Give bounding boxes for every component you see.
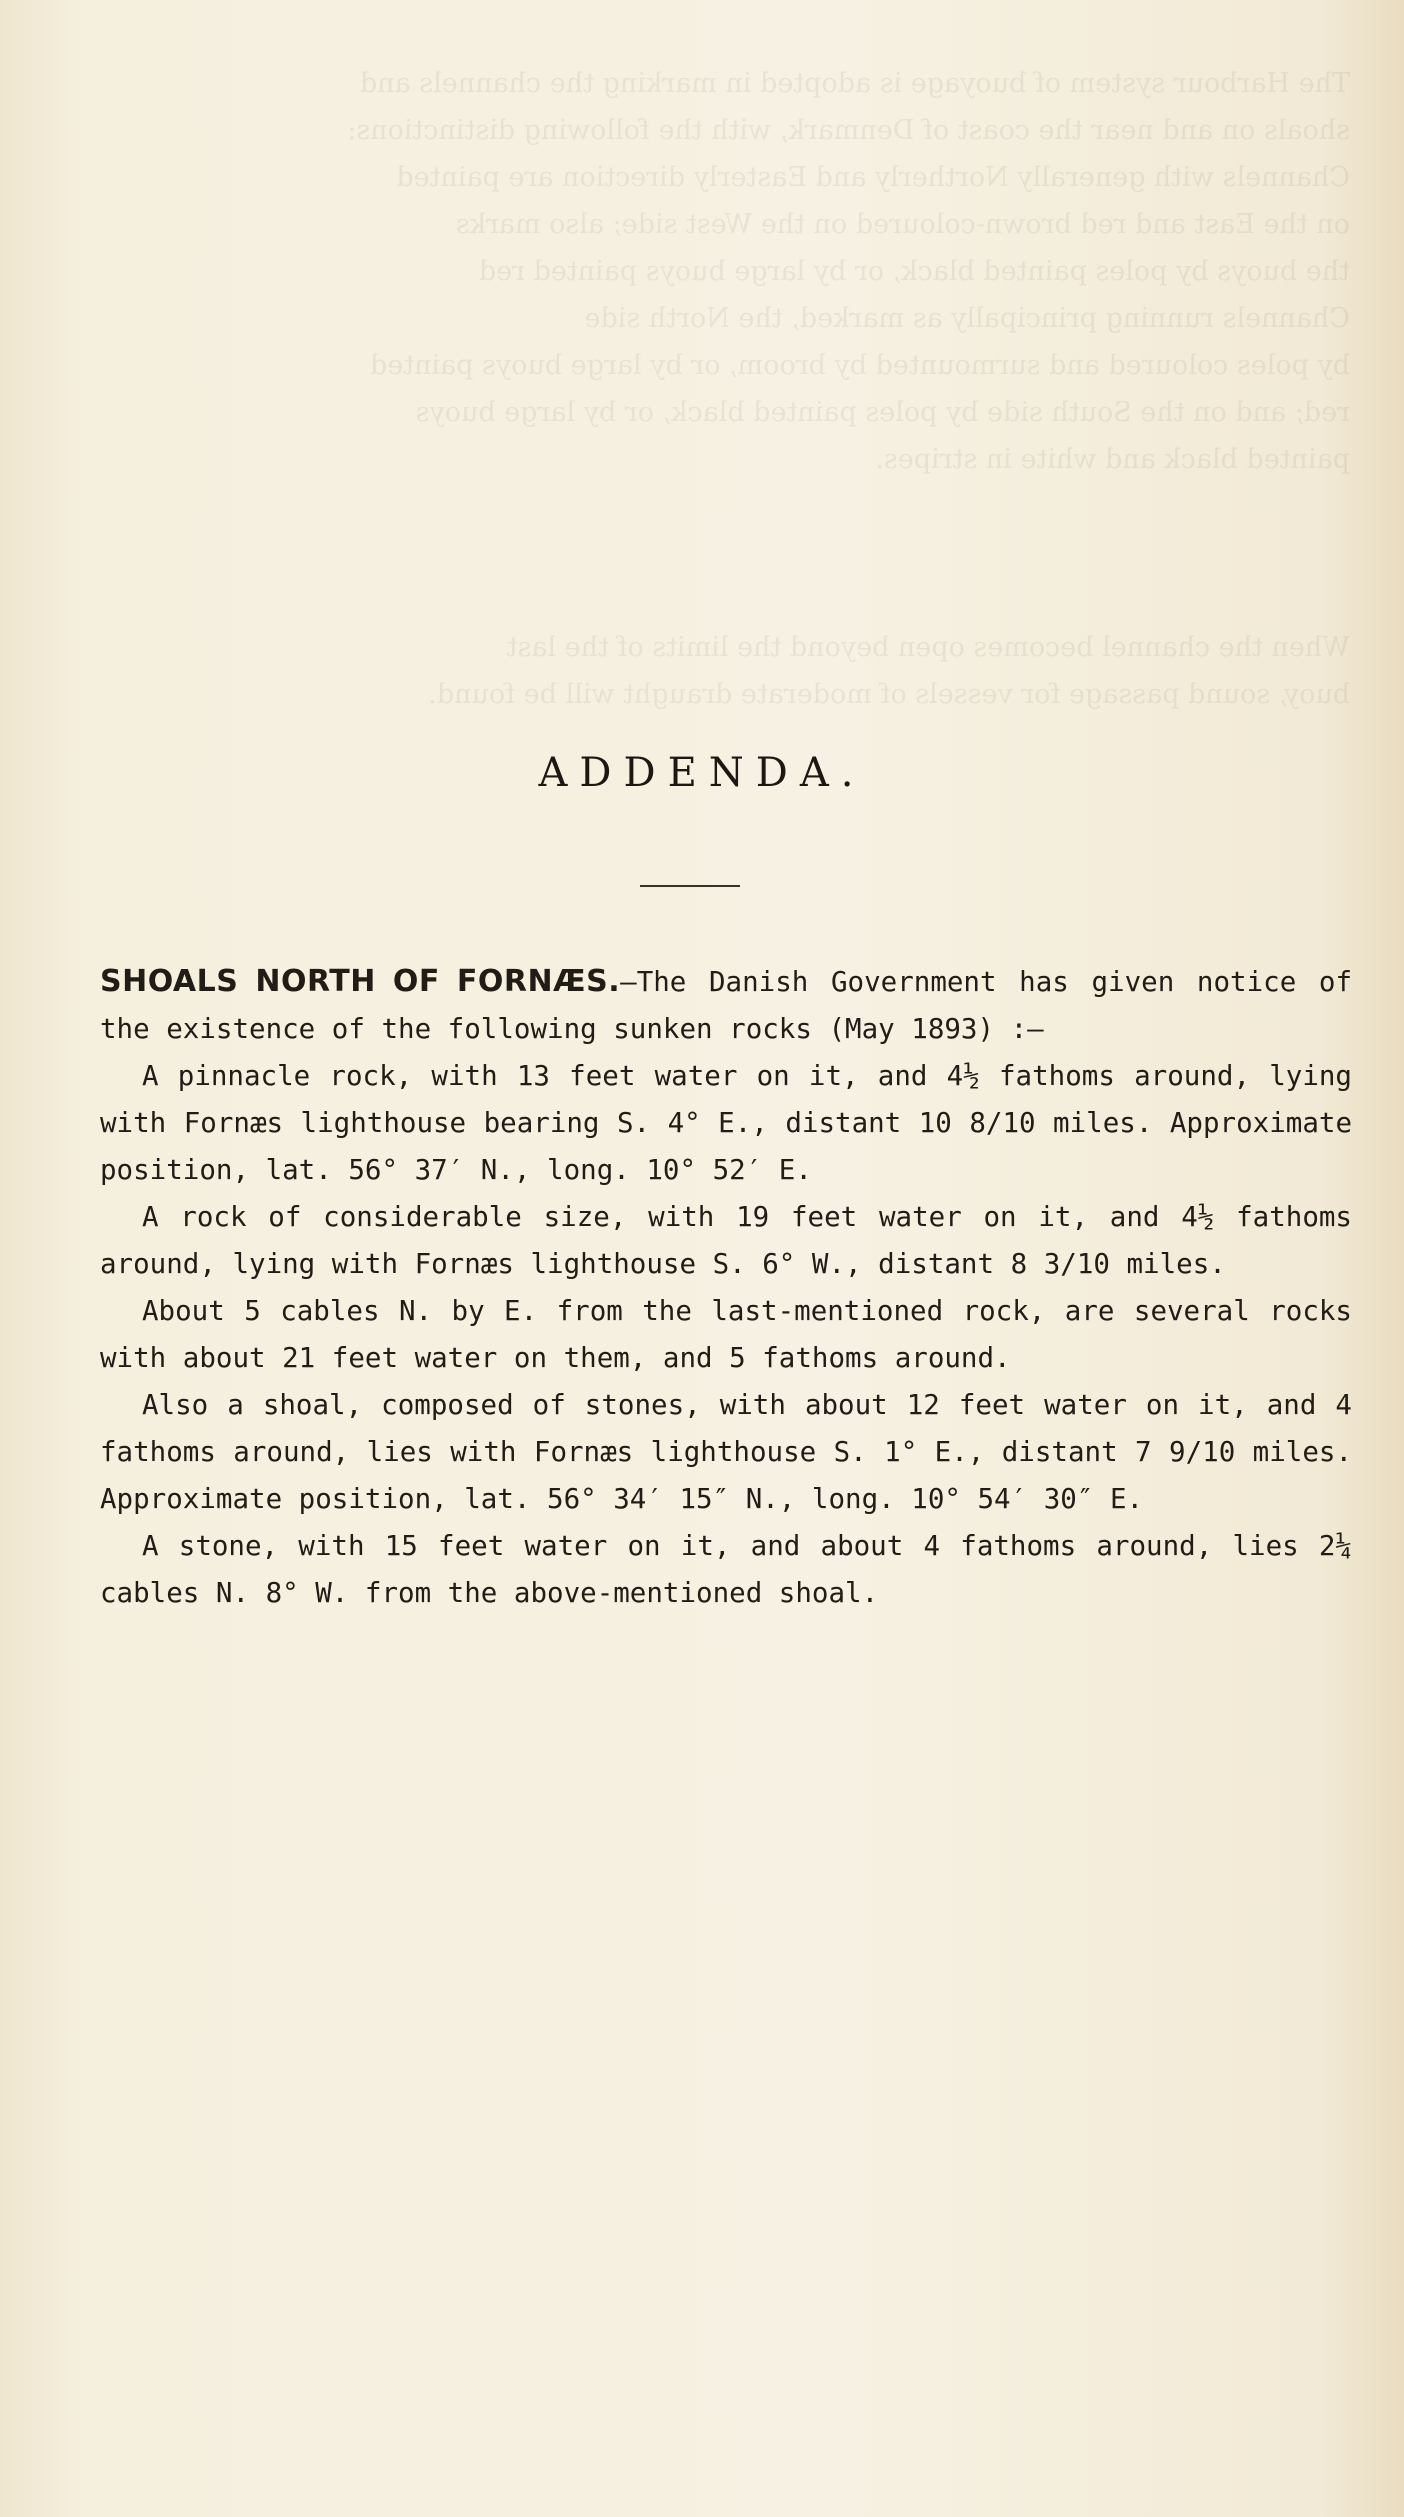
bleed-through-text: The Harbour system of buoyage is adopted in marking the channels and shoals on and near the coast of Denmark, with the following distinctions: Channels with generally Northerly and Easterly direction are painted on the East and red brown-coloured on the West side; also marks the buoys by poles painted black, or by large buoys painted red Channels running principally as marked, the North side by poles coloured and surmounted by broom, or by large buoys painted red; and on the South side by poles painted black, or by large buoys painted black and white in stripes. When the channel becomes open beyond the limits of the last buoy, sound passage for vessels of moderate draught will be found. (347, 68, 1350, 710)
paragraph-text: The Danish Government has given notice of the existence of the following sunken rocks (May 1893) :— (100, 966, 1352, 1045)
heading-divider (640, 885, 740, 887)
title-separator: — (620, 966, 637, 998)
paragraph: A pinnacle rock, with 13 feet water on it, and 4½ fathoms around, lying with Fornæs lighthouse bearing S. 4° E., distant 10 8/10 miles. Approximate position, lat. 56° 37′ N., long. 10° 52′ E. (100, 1060, 1352, 1186)
paragraph: Also a shoal, composed of stones, with about 12 feet water on it, and 4 fathoms around, lies with Fornæs lighthouse S. 1° E., distant 7 9/10 miles. Approximate position, lat. 56° 34′ 15″ N., long. 10° 54′ 30″ E. (100, 1389, 1352, 1515)
addenda-body (100, 958, 1352, 1617)
paragraph: A rock of considerable size, with 19 feet water on it, and 4½ fathoms around, lying with Fornæs lighthouse S. 6° W., distant 8 3/10 miles. (100, 1201, 1352, 1280)
section-title: SHOALS NORTH OF FORNÆS. (100, 964, 621, 999)
paragraph: About 5 cables N. by E. from the last-mentioned rock, are several rocks with about 21 feet water on them, and 5 fathoms around. (100, 1295, 1352, 1374)
paragraph: A stone, with 15 feet water on it, and about 4 fathoms around, lies 2¼ cables N. 8° W. from the above-mentioned shoal. (100, 1530, 1352, 1609)
page-heading: ADDENDA. (538, 750, 866, 796)
paragraph-lead (100, 958, 1352, 1053)
